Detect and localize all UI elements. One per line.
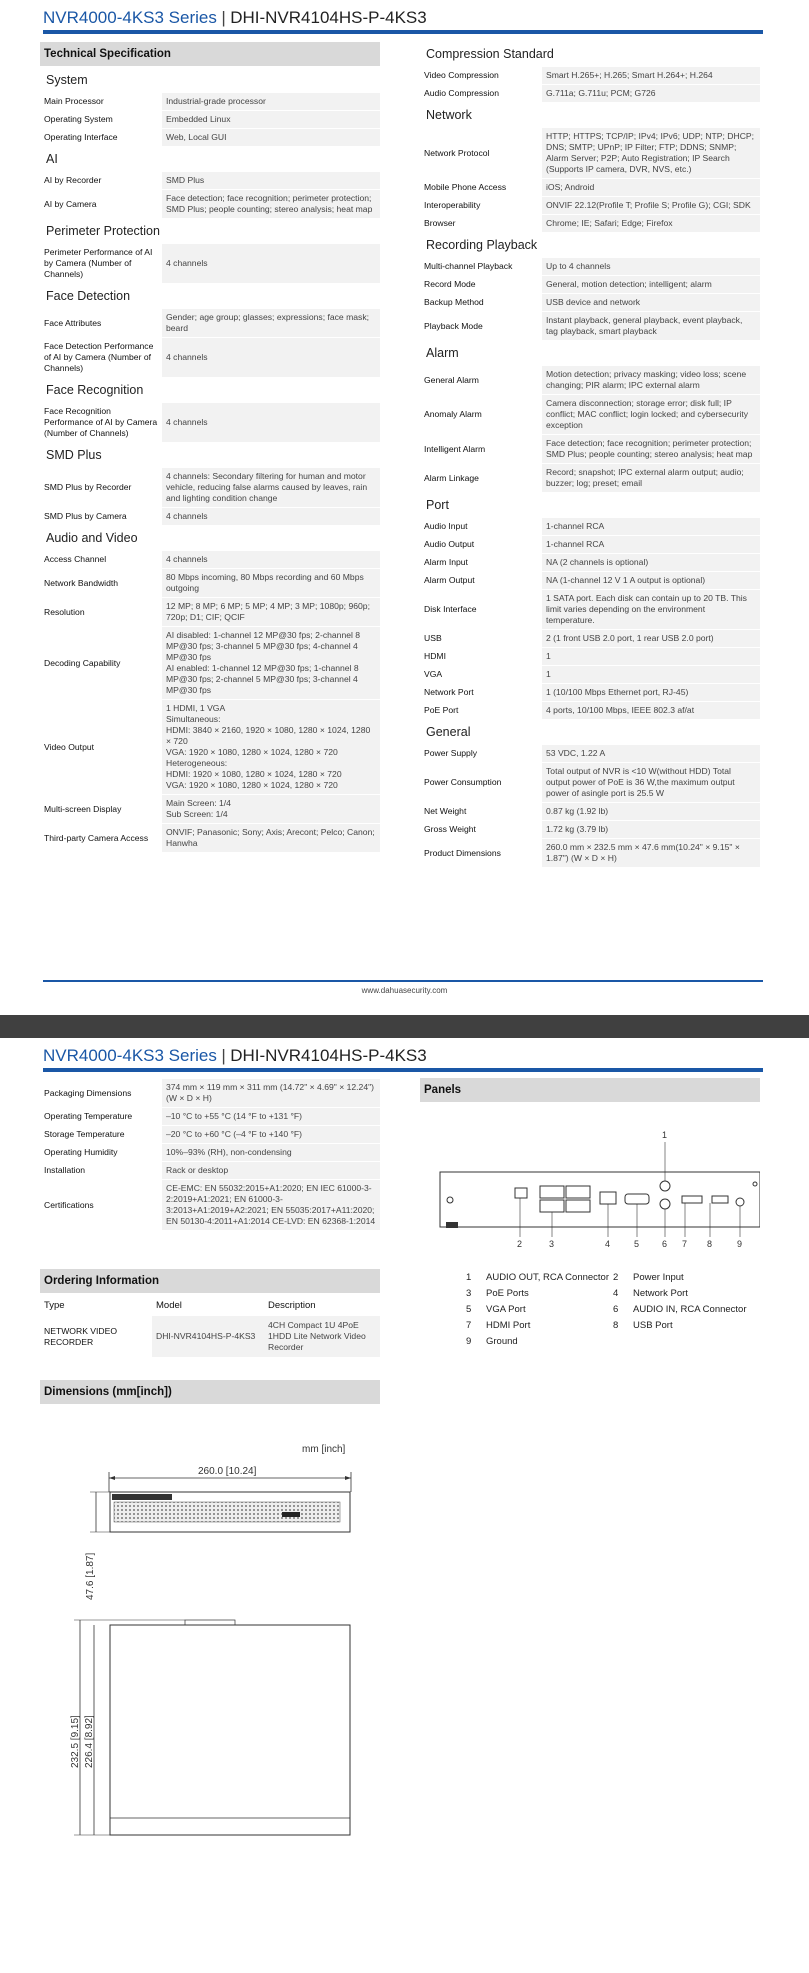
table-row xyxy=(40,1180,380,1230)
table-row xyxy=(40,824,380,852)
spec-key: Third-party Camera Access xyxy=(40,824,162,852)
spec-key: Playback Mode xyxy=(420,312,542,340)
spec-value: 4 channels xyxy=(162,551,380,568)
legend-text: HDMI Port xyxy=(486,1320,531,1331)
panel-number: 7 xyxy=(682,1239,688,1249)
spec-key: PoE Port xyxy=(420,702,542,719)
table-row xyxy=(40,1079,380,1107)
table-row xyxy=(420,821,760,838)
spec-table-recording-playback xyxy=(420,257,760,341)
table-row xyxy=(420,648,760,665)
spec-value: CE-EMC: EN 55032:2015+A1:2020; EN IEC 61000-3-2:2019+A1:2021; EN 61000-3-3:2013+A1:2019+A2:2021; EN 55035:2017+A11:2020; EN 50130-4:2011+A1:2014 CE-LVD: EN 62368-1:2014 xyxy=(162,1180,380,1230)
legend-text: AUDIO OUT, RCA Connector xyxy=(486,1272,610,1283)
spec-value: Chrome; IE; Safari; Edge; Firefox xyxy=(542,215,760,232)
spec-table-system xyxy=(40,92,380,147)
section-title-ai: AI xyxy=(46,152,58,166)
legend-item xyxy=(466,1286,613,1302)
spec-value: Rack or desktop xyxy=(162,1162,380,1179)
header-separator: | xyxy=(221,1046,226,1065)
spec-value: Face detection; face recognition; perimeter protection; SMD Plus; people counting; stereo analysis; heat map xyxy=(542,435,760,463)
section-title-system: System xyxy=(46,73,88,87)
spec-table-ai xyxy=(40,171,380,219)
table-row xyxy=(420,554,760,571)
spec-value: 1 xyxy=(542,666,760,683)
spec-key: Packaging Dimensions xyxy=(40,1079,162,1107)
footer-divider xyxy=(43,980,763,982)
spec-key: Anomaly Alarm xyxy=(420,395,542,434)
panel-number: 3 xyxy=(549,1239,555,1249)
series-name: NVR4000-4KS3 Series xyxy=(43,8,217,27)
spec-key: Face Attributes xyxy=(40,309,162,337)
rear-panel-drawing xyxy=(420,1112,760,1262)
spec-value: 260.0 mm × 232.5 mm × 47.6 mm(10.24" × 9.15" × 1.87") (W × D × H) xyxy=(542,839,760,867)
spec-value: NA (2 channels is optional) xyxy=(542,554,760,571)
table-row xyxy=(420,85,760,102)
spec-right-column xyxy=(420,42,760,868)
spec-key: Power Supply xyxy=(420,745,542,762)
table-row xyxy=(40,1108,380,1125)
spec-table-perimeter-protection xyxy=(40,243,380,284)
legend-item xyxy=(466,1302,613,1318)
width-label: 260.0 [10.24] xyxy=(198,1466,257,1477)
spec-key: Operating Interface xyxy=(40,129,162,146)
panels-title: Panels xyxy=(420,1078,760,1102)
legend-number: 8 xyxy=(613,1320,619,1331)
legend-row xyxy=(466,1318,760,1334)
spec-value: –10 °C to +55 °C (14 °F to +131 °F) xyxy=(162,1108,380,1125)
panel-number: 8 xyxy=(707,1239,713,1249)
legend-row xyxy=(466,1334,760,1350)
spec-key: SMD Plus by Recorder xyxy=(40,468,162,507)
legend-item xyxy=(613,1286,760,1302)
spec-key: Disk Interface xyxy=(420,590,542,629)
spec-key: Resolution xyxy=(40,598,162,626)
section-title-audio-and-video: Audio and Video xyxy=(46,531,138,545)
legend-number: 7 xyxy=(466,1320,472,1331)
spec-value: Up to 4 channels xyxy=(542,258,760,275)
table-row xyxy=(40,468,380,507)
spec-key: Operating System xyxy=(40,111,162,128)
page2-right-column xyxy=(420,1078,760,1350)
spec-key: Multi-screen Display xyxy=(40,795,162,823)
spec-value: 4 channels: Secondary filtering for human and motor vehicle, reducing false alarms caused by leaves, rain and lighting condition change xyxy=(162,468,380,507)
height-label: 47.6 [1.87] xyxy=(85,1552,96,1600)
legend-number: 6 xyxy=(613,1304,619,1315)
spec-value: 0.87 kg (1.92 lb) xyxy=(542,803,760,820)
spec-key: USB xyxy=(420,630,542,647)
spec-value: 1-channel RCA xyxy=(542,536,760,553)
page-separator xyxy=(0,1015,809,1038)
spec-key: Audio Compression xyxy=(420,85,542,102)
tech-spec-title: Technical Specification xyxy=(40,42,380,66)
table-row xyxy=(40,111,380,128)
unit-label: mm [inch] xyxy=(302,1444,346,1455)
table-row xyxy=(40,190,380,218)
table-row xyxy=(40,551,380,568)
table-row xyxy=(420,366,760,394)
section-title-port: Port xyxy=(426,498,449,512)
spec-key: Multi-channel Playback xyxy=(420,258,542,275)
table-row xyxy=(40,795,380,823)
spec-value: ONVIF 22.12(Profile T; Profile S; Profile G); CGI; SDK xyxy=(542,197,760,214)
legend-item xyxy=(613,1302,760,1318)
table-row xyxy=(420,630,760,647)
spec-value: Face detection; face recognition; perimeter protection; SMD Plus; people counting; stereo analysis; heat map xyxy=(162,190,380,218)
spec-table-compression-standard xyxy=(420,66,760,103)
legend-number: 5 xyxy=(466,1304,472,1315)
order-description: 4CH Compact 1U 4PoE 1HDD Lite Network Video Recorder xyxy=(264,1316,380,1357)
legend-text: Ground xyxy=(486,1336,518,1347)
panel-legend xyxy=(466,1270,760,1350)
spec-key: AI by Recorder xyxy=(40,172,162,189)
top-view xyxy=(70,1620,350,1835)
spec-key: SMD Plus by Camera xyxy=(40,508,162,525)
table-row xyxy=(420,258,760,275)
legend-item xyxy=(613,1318,760,1334)
spec-key: Decoding Capability xyxy=(40,627,162,699)
legend-row xyxy=(466,1302,760,1318)
spec-value: Industrial-grade processor xyxy=(162,93,380,110)
panel-number: 4 xyxy=(605,1239,611,1249)
legend-text: Network Port xyxy=(633,1288,688,1299)
table-row xyxy=(40,338,380,377)
table-row xyxy=(420,590,760,629)
spec-key: Audio Output xyxy=(420,536,542,553)
spec-key: Power Consumption xyxy=(420,763,542,802)
spec-key: Mobile Phone Access xyxy=(420,179,542,196)
spec-value: G.711a; G.711u; PCM; G726 xyxy=(542,85,760,102)
spec-key: Intelligent Alarm xyxy=(420,435,542,463)
spec-table-general xyxy=(420,744,760,868)
section-title-general: General xyxy=(426,725,471,739)
spec-table-network xyxy=(420,127,760,233)
spec-value: 4 channels xyxy=(162,508,380,525)
table-row xyxy=(40,569,380,597)
spec-value: 80 Mbps incoming, 80 Mbps recording and 60 Mbps outgoing xyxy=(162,569,380,597)
table-row xyxy=(40,403,380,442)
legend-number: 9 xyxy=(466,1336,472,1347)
spec-table-smd-plus xyxy=(40,467,380,526)
ordering-header-row xyxy=(40,1296,380,1315)
spec-table-face-recognition xyxy=(40,402,380,443)
spec-key: Perimeter Performance of AI by Camera (Number of Channels) xyxy=(40,244,162,283)
dimensions-drawing xyxy=(40,1408,380,1973)
table-row xyxy=(420,67,760,84)
ordering-table xyxy=(40,1295,380,1358)
table-row xyxy=(420,128,760,178)
section-title-compression-standard: Compression Standard xyxy=(426,47,554,61)
spec-key: Alarm Linkage xyxy=(420,464,542,492)
table-row xyxy=(40,244,380,283)
spec-value: Record; snapshot; IPC external alarm output; audio; buzzer; log; preset; email xyxy=(542,464,760,492)
spec-value: iOS; Android xyxy=(542,179,760,196)
table-row xyxy=(420,803,760,820)
spec-key: Video Compression xyxy=(420,67,542,84)
spec-value: 4 ports, 10/100 Mbps, IEEE 802.3 af/at xyxy=(542,702,760,719)
legend-text: PoE Ports xyxy=(486,1288,529,1299)
panel-number: 1 xyxy=(662,1130,668,1140)
depth2-label: 226.4 [8.92] xyxy=(84,1715,95,1768)
spec-value: 4 channels xyxy=(162,338,380,377)
legend-number: 1 xyxy=(466,1272,472,1283)
table-row xyxy=(420,518,760,535)
table-row xyxy=(420,666,760,683)
legend-text: Power Input xyxy=(633,1272,684,1283)
spec-left-column xyxy=(40,42,380,853)
table-row xyxy=(420,839,760,867)
spec-key: Backup Method xyxy=(420,294,542,311)
spec-value: Embedded Linux xyxy=(162,111,380,128)
table-row xyxy=(40,309,380,337)
spec-key: General Alarm xyxy=(420,366,542,394)
table-row xyxy=(40,1126,380,1143)
spec-key: Interoperability xyxy=(420,197,542,214)
spec-key: Browser xyxy=(420,215,542,232)
section-title-network: Network xyxy=(426,108,472,122)
model-name: DHI-NVR4104HS-P-4KS3 xyxy=(230,1046,427,1065)
spec-value: 2 (1 front USB 2.0 port, 1 rear USB 2.0 port) xyxy=(542,630,760,647)
spec-value: SMD Plus xyxy=(162,172,380,189)
table-row xyxy=(420,745,760,762)
table-row xyxy=(420,763,760,802)
section-title-alarm: Alarm xyxy=(426,346,459,360)
legend-item xyxy=(466,1270,613,1286)
col-model: Model xyxy=(152,1296,264,1315)
spec-value: 53 VDC, 1.22 A xyxy=(542,745,760,762)
spec-value: 10%–93% (RH), non-condensing xyxy=(162,1144,380,1161)
table-row xyxy=(420,395,760,434)
table-row xyxy=(420,702,760,719)
legend-row xyxy=(466,1286,760,1302)
spec-value: 1 (10/100 Mbps Ethernet port, RJ-45) xyxy=(542,684,760,701)
spec-value: Instant playback, general playback, event playback, tag playback, smart playback xyxy=(542,312,760,340)
general-spec-table xyxy=(40,1078,380,1231)
panel-number: 6 xyxy=(662,1239,668,1249)
spec-table-face-detection xyxy=(40,308,380,378)
legend-row xyxy=(466,1270,760,1286)
spec-key: Record Mode xyxy=(420,276,542,293)
col-description: Description xyxy=(264,1296,380,1315)
table-row xyxy=(420,179,760,196)
spec-key: Access Channel xyxy=(40,551,162,568)
table-row xyxy=(420,572,760,589)
panel-number: 5 xyxy=(634,1239,640,1249)
table-row xyxy=(40,598,380,626)
order-type: NETWORK VIDEO RECORDER xyxy=(40,1316,152,1357)
panel-number: 9 xyxy=(737,1239,743,1249)
legend-number: 4 xyxy=(613,1288,619,1299)
table-row xyxy=(40,1162,380,1179)
spec-key: AI by Camera xyxy=(40,190,162,218)
ordering-title: Ordering Information xyxy=(40,1269,380,1293)
table-row xyxy=(40,1316,380,1357)
spec-key: Network Protocol xyxy=(420,128,542,178)
order-model: DHI-NVR4104HS-P-4KS3 xyxy=(152,1316,264,1357)
series-name: NVR4000-4KS3 Series xyxy=(43,1046,217,1065)
spec-value: Main Screen: 1/4 Sub Screen: 1/4 xyxy=(162,795,380,823)
spec-value: Smart H.265+; H.265; Smart H.264+; H.264 xyxy=(542,67,760,84)
spec-key: Certifications xyxy=(40,1180,162,1230)
model-name: DHI-NVR4104HS-P-4KS3 xyxy=(230,8,427,27)
spec-key: Audio Input xyxy=(420,518,542,535)
legend-number: 3 xyxy=(466,1288,472,1299)
doc-header xyxy=(43,8,763,34)
table-row xyxy=(420,197,760,214)
spec-value: General, motion detection; intelligent; alarm xyxy=(542,276,760,293)
spec-value: Total output of NVR is <10 W(without HDD) Total output power of PoE is 36 W,the maximum output power of asingle port is 25.5 W xyxy=(542,763,760,802)
spec-key: Installation xyxy=(40,1162,162,1179)
legend-item xyxy=(466,1318,613,1334)
spec-value: 374 mm × 119 mm × 311 mm (14.72" × 4.69" × 12.24") (W × D × H) xyxy=(162,1079,380,1107)
doc-header-2 xyxy=(43,1046,763,1072)
spec-key: Face Recognition Performance of AI by Camera (Number of Channels) xyxy=(40,403,162,442)
depth-label: 232.5 [9.15] xyxy=(70,1715,81,1768)
spec-table-audio-and-video xyxy=(40,550,380,853)
spec-key: Gross Weight xyxy=(420,821,542,838)
spec-key: Alarm Input xyxy=(420,554,542,571)
spec-key: Storage Temperature xyxy=(40,1126,162,1143)
table-row xyxy=(420,536,760,553)
spec-value: 4 channels xyxy=(162,403,380,442)
footer-url: www.dahuasecurity.com xyxy=(361,986,448,995)
spec-value: ONVIF; Panasonic; Sony; Axis; Arecont; Pelco; Canon; Hanwha xyxy=(162,824,380,852)
section-title-face-recognition: Face Recognition xyxy=(46,383,144,397)
section-title-perimeter-protection: Perimeter Protection xyxy=(46,224,160,238)
spec-value: HTTP; HTTPS; TCP/IP; IPv4; IPv6; UDP; NTP; DHCP; DNS; SMTP; UPnP; IP Filter; FTP; DDNS; SNMP; Alarm Server; P2P; Auto Registration; IP Search (Supports IP camera, DVR, NVS, etc.) xyxy=(542,128,760,178)
spec-key: Main Processor xyxy=(40,93,162,110)
legend-number: 2 xyxy=(613,1272,619,1283)
spec-key: Network Port xyxy=(420,684,542,701)
spec-key: Operating Temperature xyxy=(40,1108,162,1125)
spec-key: HDMI xyxy=(420,648,542,665)
spec-key: Operating Humidity xyxy=(40,1144,162,1161)
legend-item xyxy=(613,1270,760,1286)
table-row xyxy=(40,1144,380,1161)
spec-key: Alarm Output xyxy=(420,572,542,589)
spec-value: 1 HDMI, 1 VGA Simultaneous: HDMI: 3840 × 2160, 1920 × 1080, 1280 × 1024, 1280 × 720 VGA: 1920 × 1080, 1280 × 1024, 1280 × 720 Heterogeneous: HDMI: 1920 × 1080, 1280 × 1024, 1280 × 720 VGA: 1920 × 1080, 1280 × 1024, 1280 × 720 xyxy=(162,700,380,794)
table-row xyxy=(40,627,380,699)
header-separator: | xyxy=(221,8,226,27)
dimensions-title: Dimensions (mm[inch]) xyxy=(40,1380,380,1404)
spec-key: Video Output xyxy=(40,700,162,794)
spec-value: 4 channels xyxy=(162,244,380,283)
panel-number: 2 xyxy=(517,1239,523,1249)
spec-value: Web, Local GUI xyxy=(162,129,380,146)
spec-key: Network Bandwidth xyxy=(40,569,162,597)
section-title-face-detection: Face Detection xyxy=(46,289,131,303)
spec-value: NA (1-channel 12 V 1 A output is optional) xyxy=(542,572,760,589)
front-view xyxy=(85,1466,351,1600)
table-row xyxy=(420,684,760,701)
legend-text: AUDIO IN, RCA Connector xyxy=(633,1304,747,1315)
spec-value: Motion detection; privacy masking; video loss; scene changing; PIR alarm; IPC external alarm xyxy=(542,366,760,394)
spec-table-alarm xyxy=(420,365,760,493)
legend-text: USB Port xyxy=(633,1320,673,1331)
spec-value: Camera disconnection; storage error; disk full; IP conflict; MAC conflict; login locked; and cybersecurity exception xyxy=(542,395,760,434)
spec-key: Net Weight xyxy=(420,803,542,820)
table-row xyxy=(420,215,760,232)
table-row xyxy=(40,172,380,189)
legend-text: VGA Port xyxy=(486,1304,526,1315)
col-type: Type xyxy=(40,1296,152,1315)
section-title-smd-plus: SMD Plus xyxy=(46,448,102,462)
table-row xyxy=(420,294,760,311)
spec-table-port xyxy=(420,517,760,720)
spec-key: Face Detection Performance of AI by Camera (Number of Channels) xyxy=(40,338,162,377)
table-row xyxy=(40,508,380,525)
spec-value: 1.72 kg (3.79 lb) xyxy=(542,821,760,838)
spec-value: Gender; age group; glasses; expressions; face mask; beard xyxy=(162,309,380,337)
table-row xyxy=(40,93,380,110)
table-row xyxy=(40,129,380,146)
page2-left-column xyxy=(40,1078,380,1973)
table-row xyxy=(420,312,760,340)
spec-value: USB device and network xyxy=(542,294,760,311)
spec-key: Product Dimensions xyxy=(420,839,542,867)
spec-value: 1 SATA port. Each disk can contain up to 20 TB. This limit varies depending on the environment temperature. xyxy=(542,590,760,629)
table-row xyxy=(420,464,760,492)
spec-value: 1 xyxy=(542,648,760,665)
spec-value: –20 °C to +60 °C (–4 °F to +140 °F) xyxy=(162,1126,380,1143)
table-row xyxy=(420,435,760,463)
spec-value: 12 MP; 8 MP; 6 MP; 5 MP; 4 MP; 3 MP; 1080p; 960p; 720p; D1; CIF; QCIF xyxy=(162,598,380,626)
table-row xyxy=(40,700,380,794)
table-row xyxy=(420,276,760,293)
spec-key: VGA xyxy=(420,666,542,683)
spec-value: AI disabled: 1-channel 12 MP@30 fps; 2-channel 8 MP@30 fps; 3-channel 5 MP@30 fps; 4-channel 4 MP@30 fps AI enabled: 1-channel 12 MP@30 fps; 1-channel 8 MP@30 fps; 2-channel 5 MP@30 fps; 3-channel 4 MP@30 fps xyxy=(162,627,380,699)
legend-item xyxy=(466,1334,613,1350)
spec-page-2 xyxy=(0,1038,809,1973)
spec-value: 1-channel RCA xyxy=(542,518,760,535)
section-title-recording-playback: Recording Playback xyxy=(426,238,538,252)
